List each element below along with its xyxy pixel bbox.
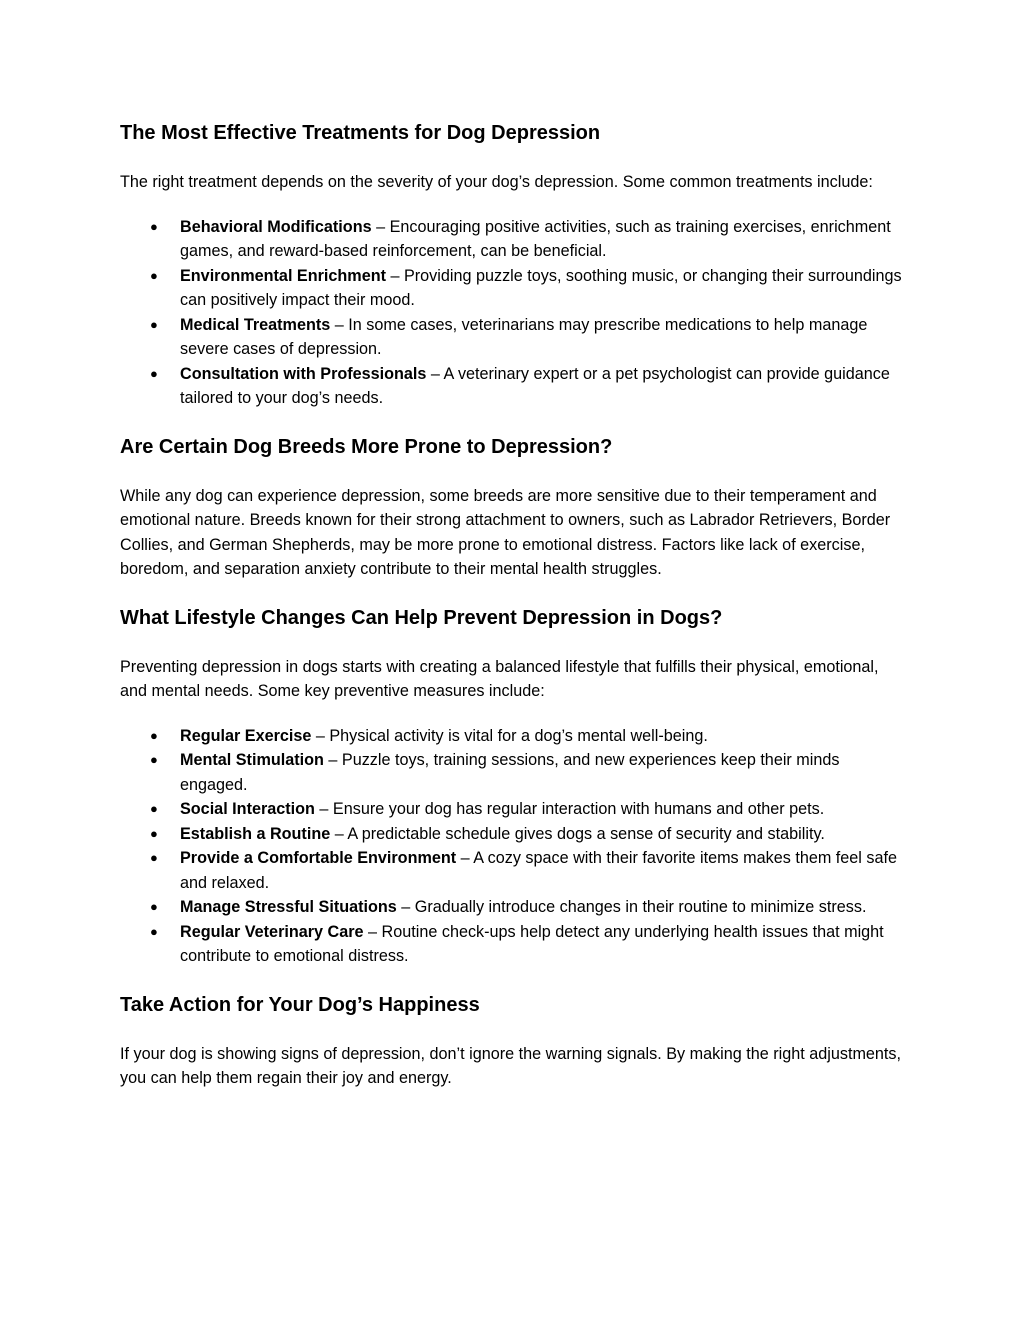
list-item bbox=[120, 920, 904, 969]
list-item-text: – A cozy space with their favorite items makes them feel safe and relaxed. bbox=[180, 849, 897, 892]
section-heading-treatments: The Most Effective Treatments for Dog Depression bbox=[120, 122, 601, 144]
list-item-term: Medical Treatments bbox=[180, 315, 331, 334]
bullet-icon: ● bbox=[150, 899, 158, 914]
section-heading-action: Take Action for Your Dog’s Happiness bbox=[120, 993, 480, 1016]
list-item-term: Regular Veterinary Care bbox=[180, 922, 364, 941]
list-item bbox=[120, 846, 904, 895]
bullet-icon: ● bbox=[150, 218, 158, 234]
list-item-term: Social Interaction bbox=[180, 800, 315, 818]
list-item-term: Mental Stimulation bbox=[180, 751, 324, 769]
list-item bbox=[120, 822, 904, 847]
lifestyle-list bbox=[120, 724, 904, 969]
list-item bbox=[120, 748, 904, 797]
list-item bbox=[120, 724, 904, 749]
list-item-text: – A veterinary expert or a pet psychologist can provide guidance tailored to your dog’s needs. bbox=[180, 364, 890, 407]
list-item-term: Consultation with Professionals bbox=[180, 364, 427, 383]
list-item-text: – Ensure your dog has regular interaction with humans and other pets. bbox=[314, 800, 825, 818]
list-item-text: – A predictable schedule gives dogs a sense of security and stability. bbox=[330, 824, 825, 843]
bullet-icon: ● bbox=[150, 365, 158, 381]
list-item-text: – Puzzle toys, training sessions, and new experiences keep their minds engaged. bbox=[180, 751, 840, 794]
document-page bbox=[120, 118, 904, 1091]
list-item-term: Provide a Comfortable Environment bbox=[180, 849, 457, 867]
bullet-icon: ● bbox=[150, 752, 158, 767]
treatments-list bbox=[120, 215, 904, 411]
section-paragraph-breeds: While any dog can experience depression, some breeds are more sensitive due to their temperament and emotional nature. Breeds known for their strong attachment to owners, such as Labrador Retrievers, Border Collies, and German Shepherds, may be more prone to emotional distress. Factors like lack of exercise, boredom, and separation anxiety contribute to their mental health struggles. bbox=[120, 486, 891, 578]
list-item bbox=[120, 362, 904, 411]
bullet-icon: ● bbox=[150, 801, 158, 816]
list-item-text: – Physical activity is vital for a dog’s mental well-being. bbox=[311, 726, 708, 745]
bullet-icon: ● bbox=[150, 267, 158, 283]
list-item-text: – Providing puzzle toys, soothing music, or changing their surroundings can positively impact their mood. bbox=[180, 266, 902, 309]
section-paragraph-action: If your dog is showing signs of depression, don’t ignore the warning signals. By making the right adjustments, you can help them regain their joy and energy. bbox=[120, 1044, 902, 1087]
bullet-icon: ● bbox=[150, 727, 158, 743]
bullet-icon: ● bbox=[150, 850, 158, 865]
list-item-text: – Encouraging positive activities, such as training exercises, enrichment games, and reward-based reinforcement, can be beneficial. bbox=[180, 217, 891, 260]
list-item-text: – Gradually introduce changes in their routine to minimize stress. bbox=[396, 898, 867, 916]
section-paragraph-treatments: The right treatment depends on the severity of your dog’s depression. Some common treatments include: bbox=[120, 173, 873, 191]
bullet-icon: ● bbox=[150, 825, 158, 841]
list-item-term: Manage Stressful Situations bbox=[180, 898, 397, 916]
section-paragraph-lifestyle: Preventing depression in dogs starts with creating a balanced lifestyle that fulfills their physical, emotional, and mental needs. Some key preventive measures include: bbox=[120, 657, 879, 700]
list-item-text: – In some cases, veterinarians may prescribe medications to help manage severe cases of depression. bbox=[180, 315, 868, 358]
list-item-text: – Routine check-ups help detect any underlying health issues that might contribute to emotional distress. bbox=[180, 922, 884, 965]
bullet-icon: ● bbox=[150, 923, 158, 939]
list-item bbox=[120, 797, 904, 822]
list-item bbox=[120, 264, 904, 313]
section-heading-lifestyle: What Lifestyle Changes Can Help Prevent Depression in Dogs? bbox=[120, 606, 723, 629]
list-item bbox=[120, 313, 904, 362]
list-item-term: Environmental Enrichment bbox=[180, 266, 386, 285]
list-item-term: Establish a Routine bbox=[180, 824, 331, 843]
list-item-term: Regular Exercise bbox=[180, 726, 312, 745]
list-item bbox=[120, 215, 904, 264]
list-item bbox=[120, 895, 904, 920]
bullet-icon: ● bbox=[150, 316, 158, 332]
section-heading-breeds: Are Certain Dog Breeds More Prone to Depression? bbox=[120, 435, 613, 458]
list-item-term: Behavioral Modifications bbox=[180, 217, 372, 236]
